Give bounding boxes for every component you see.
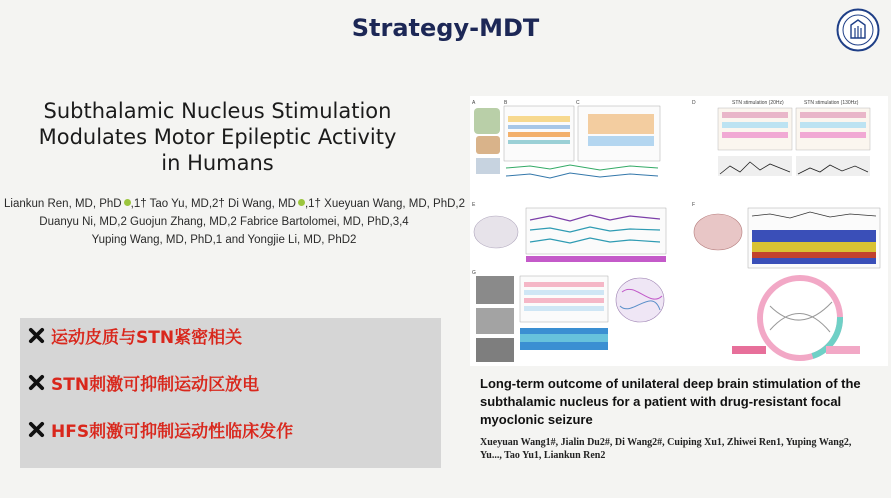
author-text: ,1† Tao Yu, MD,2† Di Wang, MD [130,198,296,210]
author-text: ,1† Xueyuan Wang, MD, PhD,2 [304,198,465,210]
key-point-text: STN刺激可抑制运动区放电 [51,374,260,395]
panel-label: F [692,202,696,208]
paper-title [20,98,415,176]
key-point-item [28,418,293,440]
orcid-icon [298,199,305,206]
figure-panel-e [472,202,666,262]
panel-label: A [472,100,476,106]
paper-title-line: in Humans [161,151,274,175]
key-point-text: HFS刺激可抑制运动性临床发作 [51,421,294,442]
university-seal-icon [836,8,880,52]
caption-authors: Xueyuan Wang1#, Jialin Du2#, Di Wang2#, Cuiping Xu1, Zhiwei Ren1, Yuping Wang2, Yu..., Tao Yu1, Liankun Ren2 [480,437,852,461]
key-points-panel [20,318,441,468]
panel-label: D [692,100,696,106]
caption-title: Long-term outcome of unilateral deep brain stimulation of the subthalamic nucleus for a patient with drug-resistant focal myoclonic seizure [480,376,861,427]
key-point-text: 运动皮质与STN紧密相关 [51,327,243,348]
x-mark-icon [28,327,45,344]
key-point-item [28,371,259,393]
panel-label: B [504,100,508,106]
figure-panel-abc [472,100,660,178]
orcid-icon [124,199,131,206]
plot-label: STN stimulation (130Hz) [804,100,859,106]
author-text: Yuping Wang, MD, PhD,1 and Yongjie Li, MD, PhD2 [91,234,357,246]
panel-label: G [472,270,476,276]
x-mark-icon [28,374,45,391]
paper-authors [4,195,465,249]
figure-circular-diagram [732,278,860,358]
figure-panel-f [692,202,880,268]
paper-title-line: Modulates Motor Epileptic Activity [38,125,397,149]
panel-label: C [576,100,580,106]
panel-label: E [472,202,476,208]
x-mark-icon [28,421,45,438]
author-text: Duanyu Ni, MD,2 Guojun Zhang, MD,2 Fabrice Bartolomei, MD, PhD,3,4 [39,216,409,228]
slide-title: Strategy-MDT [351,14,540,42]
figure-panel-g [472,270,664,362]
key-point-item [28,324,242,346]
plot-label: STN stimulation (20Hz) [732,100,784,106]
research-figure-collage [470,96,888,366]
figure-panel-d [692,100,870,176]
author-text: Liankun Ren, MD, PhD [4,198,122,210]
paper-title-line: Subthalamic Nucleus Stimulation [43,99,392,123]
